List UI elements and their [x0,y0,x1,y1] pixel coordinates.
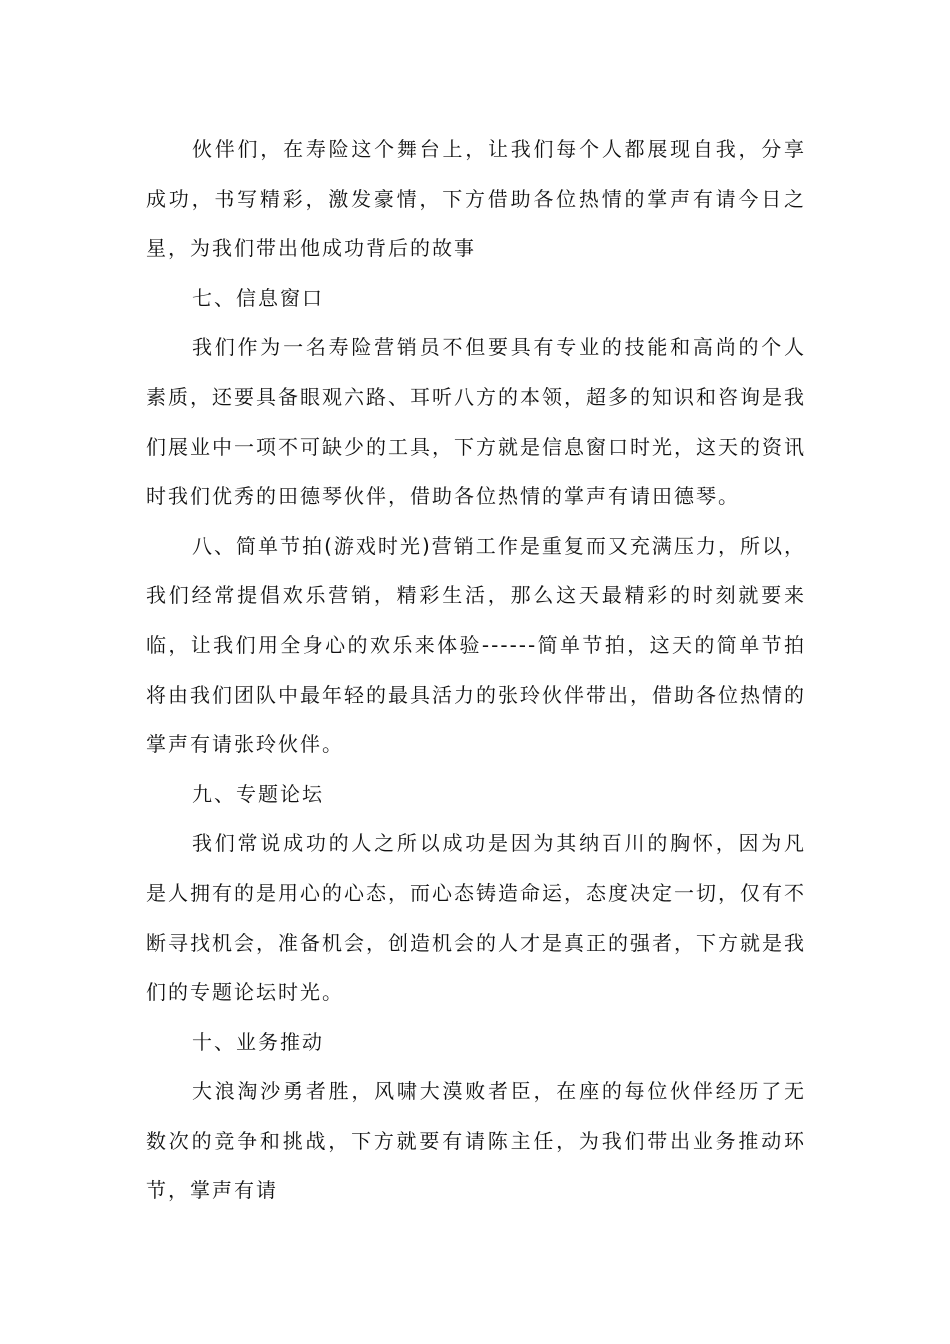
paragraph-simple-beat: 八、简单节拍(游戏时光)营销工作是重复而又充满压力，所以，我们经常提倡欢乐营销，精彩生活，那么这天最精彩的时刻就要来临，让我们用全身心的欢乐来体验------简单节拍，这天的简单节拍将由我们团队中最年轻的最具活力的张玲伙伴带出，借助各位热情的掌声有请张玲伙伴。 [146,533,806,757]
document-body [146,125,806,1216]
section-heading-forum: 九、专题论坛 [192,781,324,806]
paragraph-info-window: 我们作为一名寿险营销员不但要具有专业的技能和高尚的个人素质，还要具备眼观六路、耳听八方的本领，超多的知识和咨询是我们展业中一项不可缺少的工具，下方就是信息窗口时光，这天的资讯时我们优秀的田德琴伙伴，借助各位热情的掌声有请田德琴。 [146,335,806,509]
paragraph-business: 大浪淘沙勇者胜，风啸大漠败者臣，在座的每位伙伴经历了无数次的竞争和挑战，下方就要有请陈主任，为我们带出业务推动环节，掌声有请 [146,1079,806,1203]
paragraph-intro: 伙伴们，在寿险这个舞台上，让我们每个人都展现自我，分享成功，书写精彩，激发豪情，下方借助各位热情的掌声有请今日之星，为我们带出他成功背后的故事 [146,137,806,261]
section-heading-business: 十、业务推动 [192,1029,324,1054]
paragraph-forum: 我们常说成功的人之所以成功是因为其纳百川的胸怀，因为凡是人拥有的是用心的心态，而心态铸造命运，态度决定一切，仅有不断寻找机会，准备机会，创造机会的人才是真正的强者，下方就是我们的专题论坛时光。 [146,831,806,1005]
section-heading-info-window: 七、信息窗口 [192,285,324,310]
